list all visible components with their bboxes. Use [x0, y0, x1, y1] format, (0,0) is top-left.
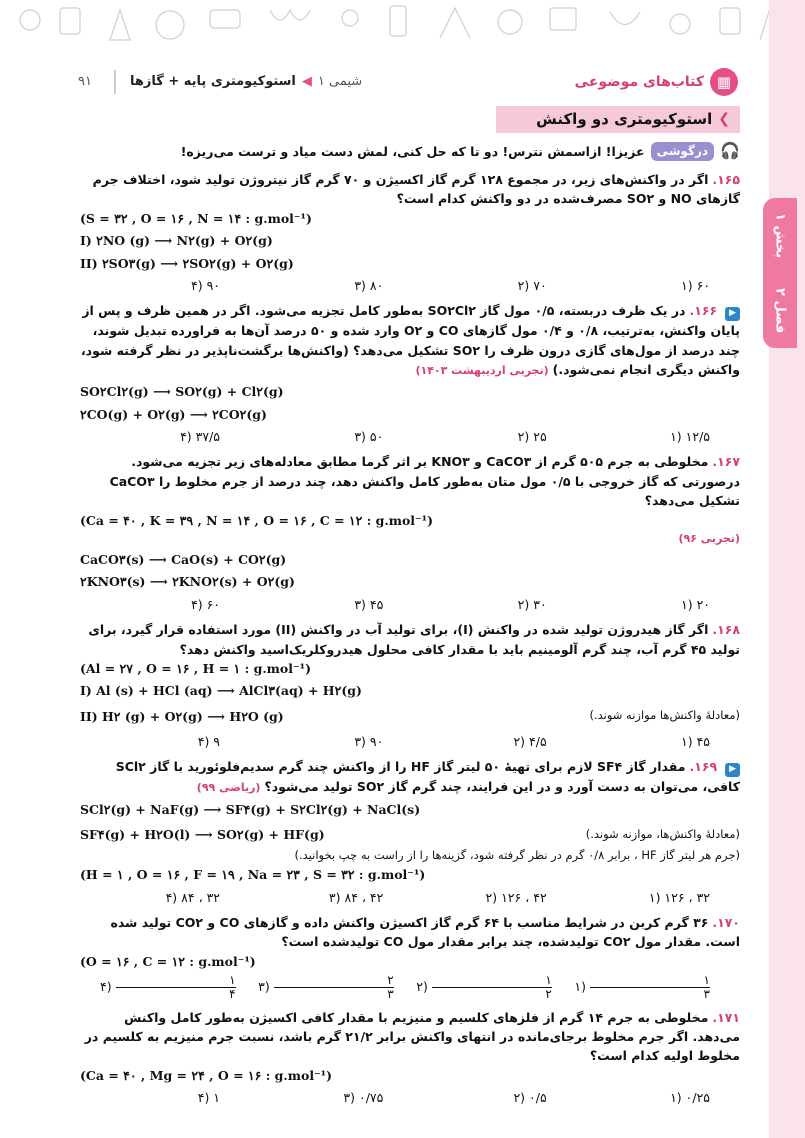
page-number: ۹۱	[78, 74, 92, 89]
equation: I) ۲NO (g) ⟶ N۲(g) + O۲(g)	[80, 233, 273, 249]
question	[80, 170, 740, 295]
equation: II) H۲ (g) + O۲(g) ⟶ H۲O (g)	[80, 708, 284, 724]
side-tab-part: بخش ۱	[772, 212, 788, 258]
option[interactable]: ۰/۲۵ (۱	[670, 1090, 710, 1106]
option[interactable]: ۴۲ ، ۸۴ (۳	[328, 889, 384, 905]
option[interactable]: $\frac{۱}{۲}$ (۲	[416, 973, 552, 1002]
equation: ۲KNO۳(s) ⟶ ۲KNO۲(s) + O۲(g)	[80, 574, 295, 590]
question	[80, 301, 740, 446]
constants: (Al = ۲۷ , O = ۱۶ , H = ۱ : g.mol⁻¹)	[80, 660, 311, 676]
tip-text: عزیزا! ازاسمش نترس! دو تا که حل کنی، لمش دست میاد و ترست می‌ریزه!	[180, 143, 645, 159]
side-color-strip	[769, 0, 805, 1138]
option[interactable]: ۰/۵ (۲	[513, 1090, 547, 1106]
equation-row	[80, 822, 740, 847]
balance-note: (معادلهٔ واکنش‌ها، موازنه شوند.)	[585, 826, 740, 841]
option[interactable]: ۲۵ (۲	[517, 429, 547, 445]
option[interactable]: ۳۰ (۲	[517, 596, 547, 612]
question-source: (ریاضی ۹۹)	[196, 781, 261, 795]
equation: II) ۲SO۳(g) ⟶ ۲SO۲(g) + O۲(g)	[80, 255, 294, 271]
equation: SF۴(g) + H۲O(l) ⟶ SO۲(g) + HF(g)	[80, 827, 325, 843]
question-text: مخلوطی به جرم ۱۴ گرم از فلزهای کلسیم و منیزیم با مقدار کافی اکسیژن به‌طور کامل واکنش می‌دهد. اگر جرم مخلوط برجای‌مانده در انتهای واکنش برابر ۲۱/۲ گرم باشد، نسبت جرم منیزیم به کلسیم در مخلوط اولیه کدام است؟	[84, 1009, 740, 1064]
question	[80, 452, 740, 614]
equation: I) Al (s) + HCl (aq) ⟶ AlCl۳(aq) + H۲(g)	[80, 683, 362, 699]
option[interactable]: ۳۷/۵ (۴	[180, 429, 221, 445]
option[interactable]: ۹ (۴	[197, 734, 221, 750]
option[interactable]: ۳۲ ، ۱۲۶ (۱	[648, 889, 710, 905]
balance-note: (معادلهٔ واکنش‌ها موازنه شوند.)	[589, 708, 740, 723]
options-row	[80, 427, 740, 446]
option[interactable]: ۴۲ ، ۱۲۶ (۲	[485, 889, 547, 905]
question-number: ۱۶۷.	[712, 454, 740, 470]
fraction: $\frac{۱}{۴}$	[116, 974, 236, 1001]
option[interactable]: ۶۰ (۱	[680, 277, 710, 293]
options-row	[80, 1088, 740, 1107]
header-divider	[114, 70, 116, 94]
breadcrumb	[130, 74, 362, 89]
question-number: ۱۷۱.	[712, 1009, 740, 1025]
option[interactable]: ۴۵ (۱	[680, 734, 710, 750]
constants-row	[80, 511, 740, 530]
options-row	[80, 888, 740, 907]
option[interactable]: $\frac{۱}{۴}$ (۴	[100, 973, 236, 1002]
equation: SO۲Cl۲(g) ⟶ SO۲(g) + Cl۲(g)	[80, 384, 284, 400]
section-title-text: استوکیومتری دو واکنش	[536, 110, 713, 128]
constants: (H = ۱ , O = ۱۶ , F = ۱۹ , Na = ۲۳ , S = ۳۲ : g.mol⁻¹)	[80, 867, 426, 883]
options-row	[80, 595, 740, 614]
option[interactable]: ۵۰ (۳	[354, 429, 384, 445]
options-row	[80, 974, 740, 1001]
option[interactable]: $\frac{۲}{۳}$ (۳	[258, 973, 394, 1002]
breadcrumb-subject: شیمی ۱	[317, 74, 363, 89]
question-text: در یک ظرف دربسته، ۰/۵ مول گاز SO۲Cl۲ به‌طور کامل تجزیه می‌شود. اگر در همین ظرف و پس از پایان واکنش، به‌ترتیب، ۰/۸ و ۰/۴ مول گازهای CO و O۲ وارد شده و ۵۰ درصد آن‌ها به فراورده تبدیل شوند، چند درصد از مول‌های گازی درون ظرف را SO۲ تشکیل می‌دهد؟ (واکنش‌ها برگشت‌ناپذیر در نظر گرفته شود، واکنش دیگری انجام نمی‌شود.)	[80, 303, 740, 377]
header-doodle-illustration	[0, 0, 805, 62]
fraction: $\frac{۱}{۲}$	[432, 974, 552, 1001]
option[interactable]: $\frac{۱}{۳}$ (۱	[574, 973, 710, 1002]
question	[80, 1008, 740, 1108]
tip-box	[80, 139, 740, 164]
option[interactable]: ۸۰ (۳	[354, 277, 384, 293]
chapter-side-tab	[763, 198, 797, 348]
question	[80, 757, 740, 907]
options-row	[80, 732, 740, 751]
option[interactable]: ۳۲ ، ۸۴ (۴	[165, 889, 221, 905]
question-text: اگر در واکنش‌های زیر، در مجموع ۱۲۸ گرم گاز اکسیژن و ۷۰ گرم گاز نیتروژن تولید شود، اختلاف جرم گازهای NO و SO۲ مصرف‌شده در دو واکنش کدام است؟	[92, 172, 740, 207]
tip-label: درگوشی	[651, 142, 715, 161]
question-text: اگر گاز هیدروژن تولید شده در واکنش (I)، برای تولید آب در واکنش (II) مورد استفاده قرار گیرد، برای تولید ۴۵ گرم آب، چند گرم آلومینیم باید با مقدار کافی محلول هیدروکلریک‌اسید واکنش دهد؟	[88, 622, 740, 657]
reading-note: (جرم هر لیتر گاز HF ، برابر ۰/۸ گرم در نظر گرفته شود، گزینه‌ها را از راست به چپ بخوانید.)	[294, 848, 740, 863]
video-badge-icon[interactable]: ▶	[725, 307, 740, 321]
option[interactable]: ۹۰ (۳	[354, 734, 384, 750]
equation: ۲CO(g) + O۲(g) ⟶ ۲CO۲(g)	[80, 406, 267, 422]
question-source: (تجربی ۹۶)	[678, 531, 740, 545]
question-source: (تجربی اردیبهشت ۱۴۰۳)	[415, 363, 549, 377]
question	[80, 913, 740, 1002]
constants: (Ca = ۴۰ , Mg = ۲۴ , O = ۱۶ : g.mol⁻¹)	[80, 1067, 333, 1083]
headphones-icon: 🎧	[720, 141, 740, 161]
question-number: ۱۷۰.	[712, 915, 740, 931]
question-number: ۱۶۹.	[689, 759, 718, 775]
options-row	[80, 276, 740, 295]
page-header	[78, 64, 738, 100]
chevron-left-icon: ❯	[718, 110, 730, 127]
constants: (Ca = ۴۰ , K = ۳۹ , N = ۱۴ , O = ۱۶ , C = ۱۲ : g.mol⁻¹)	[80, 512, 434, 528]
section-title	[496, 106, 740, 133]
book-logo-icon: ▦	[710, 68, 738, 96]
equation-row	[80, 704, 740, 729]
question-text: مخلوطی به جرم ۵۰۵ گرم از CaCO۳ و KNO۳ بر اثر گرما مطابق معادله‌های زیر تجزیه می‌شود. درصورتی که گاز خروجی با ۰/۵ مول متان به‌طور کامل واکنش دهد، چند درصد از جرم مخلوط را CaCO۳ تشکیل می‌دهد؟	[109, 454, 740, 509]
side-tab-chapter: فصل ۲	[772, 287, 788, 334]
option[interactable]: ۹۰ (۴	[191, 277, 221, 293]
question-number: ۱۶۵.	[712, 172, 740, 188]
question-number: ۱۶۸.	[712, 622, 740, 638]
question-text: مقدار گاز SF۴ لازم برای تهیهٔ ۵۰ لیتر گاز HF را از واکنش چند گرم سدیم‌فلوئورید با گاز SCl۲ کافی، می‌توان به دست آورد و در این فرایند، چند گرم گاز SO۲ تولید می‌شود؟	[115, 759, 740, 795]
equation: SCl۲(g) + NaF(g) ⟶ SF۴(g) + S۲Cl۲(g) + NaCl(s)	[80, 801, 421, 817]
option[interactable]: ۶۰ (۴	[191, 596, 221, 612]
option[interactable]: ۱۲/۵ (۱	[670, 429, 710, 445]
option[interactable]: ۰/۷۵ (۳	[343, 1090, 384, 1106]
equation: CaCO۳(s) ⟶ CaO(s) + CO۲(g)	[80, 552, 287, 568]
breadcrumb-arrow-icon: ◀	[301, 74, 312, 89]
brand	[575, 68, 738, 96]
option[interactable]: ۲۰ (۱	[680, 596, 710, 612]
video-badge-icon[interactable]: ▶	[725, 763, 740, 777]
fraction: $\frac{۱}{۳}$	[590, 974, 710, 1001]
option[interactable]: ۷۰ (۲	[517, 277, 547, 293]
option[interactable]: ۴۵ (۳	[354, 596, 384, 612]
question-text: ۳۶ گرم کربن در شرایط مناسب با ۶۴ گرم گاز اکسیژن واکنش داده و گازهای CO و CO۲ تولید شده است. مقدار مول CO۲ تولیدشده، چند برابر مقدار مول CO تولیدشده است؟	[110, 915, 740, 950]
page-content	[80, 100, 740, 1110]
question	[80, 620, 740, 751]
brand-title: کتاب‌های موضوعی	[574, 74, 704, 90]
option[interactable]: ۱ (۴	[197, 1090, 221, 1106]
constants: (O = ۱۶ , C = ۱۲ : g.mol⁻¹)	[80, 953, 256, 969]
fraction: $\frac{۲}{۳}$	[274, 974, 394, 1001]
option[interactable]: ۴/۵ (۲	[513, 734, 547, 750]
question-number: ۱۶۶.	[689, 303, 718, 319]
breadcrumb-topic: استوکیومتری پایه + گازها	[130, 74, 296, 89]
constants: (S = ۳۲ , O = ۱۶ , N = ۱۴ : g.mol⁻¹)	[80, 210, 312, 226]
